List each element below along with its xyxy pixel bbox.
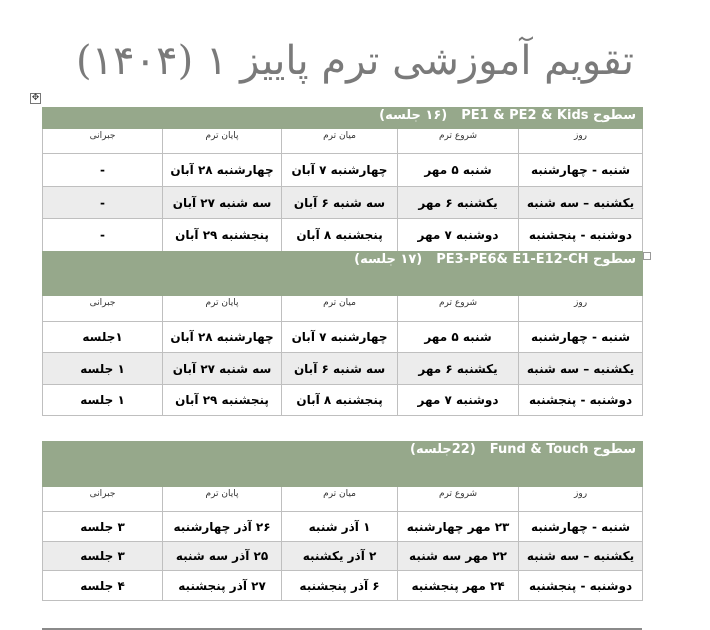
cell-midterm: چهارشنبه ۷ آبان (282, 322, 398, 353)
cell-start: دوشنبه ۷ مهر (398, 219, 519, 252)
table-row (43, 512, 643, 542)
cell-end: چهارشنبه ۲۸ آبان (163, 154, 282, 187)
cell-makeup: ۱ جلسه (43, 353, 163, 385)
cell-end: پنجشنبه ۲۹ آبان (163, 385, 282, 416)
table-move-handle-icon[interactable]: ✥ (31, 93, 40, 103)
cell-start: شنبه ۵ مهر (398, 322, 519, 353)
group-name: سطوح PE3-PE6& E1-E12-CH (436, 252, 637, 267)
cell-makeup: ۳ جلسه (43, 512, 163, 542)
col-header-makeup: جبرانی (43, 296, 163, 322)
cell-start: یکشنبه ۶ مهر (398, 187, 519, 219)
cell-makeup: ۱جلسه (43, 322, 163, 353)
cell-start: ۲۴ مهر پنجشنبه (398, 571, 519, 601)
cell-makeup: - (43, 154, 163, 187)
cell-makeup: ۴ جلسه (43, 571, 163, 601)
col-header-day: روز (519, 129, 643, 154)
cell-makeup: - (43, 187, 163, 219)
cell-makeup: ۱ جلسه (43, 385, 163, 416)
cell-start: ۲۲ مهر سه شنبه (398, 542, 519, 571)
cell-end: ۲۷ آذر پنجشنبه (163, 571, 282, 601)
cell-midterm: ۲ آذر یکشنبه (282, 542, 398, 571)
col-header-start: شروع ترم (398, 296, 519, 322)
schedule-table-fund-touch (42, 441, 643, 601)
cell-midterm: سه شنبه ۶ آبان (282, 353, 398, 385)
col-header-makeup: جبرانی (43, 129, 163, 154)
cell-midterm: ۱ آذر شنبه (282, 512, 398, 542)
table-row (43, 353, 643, 385)
cell-day: یکشنبه – سه شنبه (519, 353, 643, 385)
group-name: سطوح Fund & Touch (489, 442, 637, 457)
col-header-start: شروع ترم (398, 129, 519, 154)
cell-end: سه شنبه ۲۷ آبان (163, 353, 282, 385)
table-group-title (43, 108, 643, 129)
page-title: تقویم آموزشی ترم پاییز ۱ (۱۴۰۴) (76, 38, 634, 84)
cell-day: شنبه - چهارشنبه (519, 512, 643, 542)
col-header-midterm: میان ترم (282, 487, 398, 512)
cell-start: یکشنبه ۶ مهر (398, 353, 519, 385)
column-header-row (43, 487, 643, 512)
table-row (43, 542, 643, 571)
cell-midterm: چهارشنبه ۷ آبان (282, 154, 398, 187)
schedule-table-pe3-pe6-e1-e12-ch (42, 251, 643, 416)
table-header-row (43, 252, 643, 296)
table-row (43, 571, 643, 601)
table-header-row (43, 108, 643, 129)
cell-day: دوشنبه - پنجشنبه (519, 385, 643, 416)
cell-midterm: سه شنبه ۶ آبان (282, 187, 398, 219)
cell-day: یکشنبه – سه شنبه (519, 187, 643, 219)
session-count: (۱۷ جلسه) (354, 252, 423, 267)
col-header-end: پایان ترم (163, 487, 282, 512)
cell-midterm: پنجشنبه ۸ آبان (282, 385, 398, 416)
column-header-row (43, 296, 643, 322)
table-header-row (43, 442, 643, 487)
cell-start: دوشنبه ۷ مهر (398, 385, 519, 416)
cell-day: شنبه - چهارشنبه (519, 154, 643, 187)
table-group-title (43, 252, 643, 296)
col-header-end: پایان ترم (163, 296, 282, 322)
cell-end: سه شنبه ۲۷ آبان (163, 187, 282, 219)
table-resize-handle[interactable] (643, 252, 651, 260)
group-name: سطوح PE1 & PE2 & Kids (461, 108, 637, 123)
session-count: (22جلسه) (410, 442, 476, 457)
table-row (43, 154, 643, 187)
cell-start: شنبه ۵ مهر (398, 154, 519, 187)
col-header-start: شروع ترم (398, 487, 519, 512)
table-group-title (43, 442, 643, 487)
cell-end: پنجشنبه ۲۹ آبان (163, 219, 282, 252)
cell-start: ۲۳ مهر چهارشنبه (398, 512, 519, 542)
schedule-table-pe1-pe2-kids (42, 107, 643, 252)
session-count: (۱۶ جلسه) (379, 108, 448, 123)
cell-day: شنبه - چهارشنبه (519, 322, 643, 353)
cell-end: ۲۶ آذر چهارشنبه (163, 512, 282, 542)
cell-day: دوشنبه - پنجشنبه (519, 219, 643, 252)
table-row (43, 322, 643, 353)
cell-makeup: ۳ جلسه (43, 542, 163, 571)
col-header-end: پایان ترم (163, 129, 282, 154)
table-row (43, 219, 643, 252)
column-header-row (43, 129, 643, 154)
cell-makeup: - (43, 219, 163, 252)
cell-end: ۲۵ آذر سه شنبه (163, 542, 282, 571)
col-header-day: روز (519, 487, 643, 512)
col-header-day: روز (519, 296, 643, 322)
table-row (43, 385, 643, 416)
cell-end: چهارشنبه ۲۸ آبان (163, 322, 282, 353)
cell-midterm: پنجشنبه ۸ آبان (282, 219, 398, 252)
cell-day: یکشنبه – سه شنبه (519, 542, 643, 571)
col-header-midterm: میان ترم (282, 129, 398, 154)
table-row (43, 187, 643, 219)
cell-day: دوشنبه - پنجشنبه (519, 571, 643, 601)
cell-midterm: ۶ آذر پنجشنبه (282, 571, 398, 601)
col-header-makeup: جبرانی (43, 487, 163, 512)
col-header-midterm: میان ترم (282, 296, 398, 322)
